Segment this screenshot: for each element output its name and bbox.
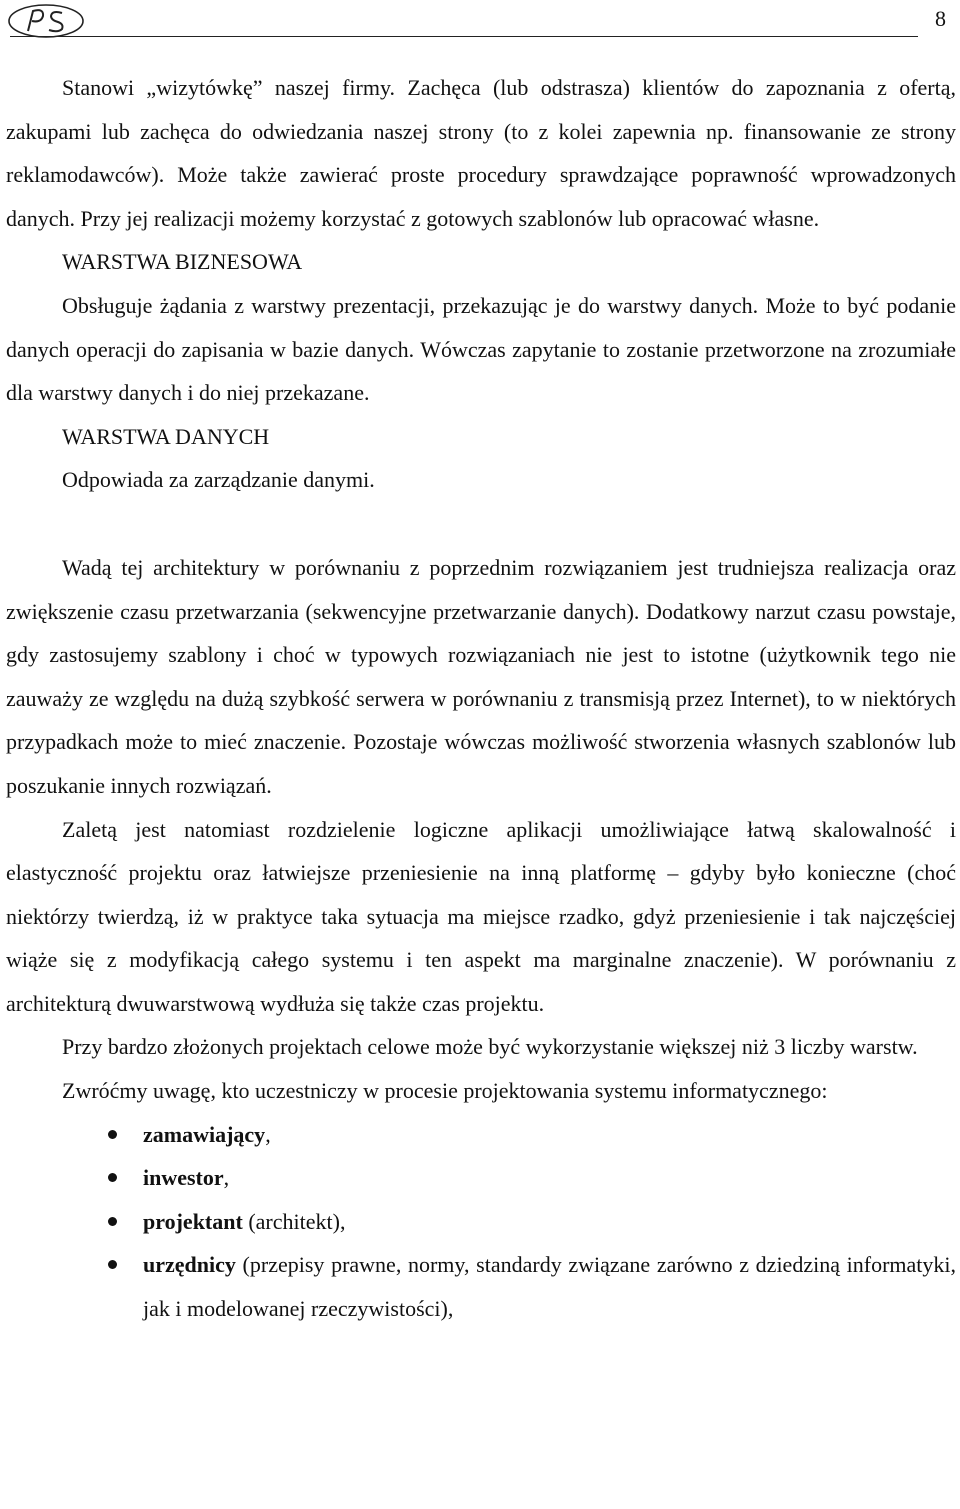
participants-intro: Zwróćmy uwagę, kto uczestniczy w procesie projektowania systemu informatycznego: (62, 1078, 828, 1104)
list-item (6, 1113, 956, 1157)
data-layer-paragraph: Odpowiada za zarządzanie danymi. (62, 467, 375, 493)
layers-paragraph: Przy bardzo złożonych projektach celowe może być wykorzystanie większej niż 3 liczby warstw. (62, 1034, 918, 1060)
list-item-rest: (architekt), (242, 1208, 346, 1234)
page-number: 8 (935, 6, 946, 31)
header-rule (10, 36, 918, 37)
list-item-rest: , (223, 1165, 230, 1191)
heading-business-layer: WARSTWA BIZNESOWA (62, 249, 303, 275)
list-item-bold: zamawiający (143, 1121, 266, 1147)
list-item-bold: projektant (143, 1208, 243, 1234)
bullet-icon (108, 1130, 117, 1139)
advantages-paragraph: Zaletą jest natomiast rozdzielenie logiczne aplikacji umożliwiające łatwą skalowalność i elastyczność projektu oraz łatwiejsze przeniesienie na inną platformę – gdyby było konieczne (choć niektórzy twierdzą, iż w praktyce taka sytuacja ma miejsce rzadko, gdyż przeniesienie i tak najczęściej wiąże się z modyfikacją całego systemu i ten aspekt ma marginalne znaczenie). W porównaniu z architekturą dwuwarstwową wydłuża się także czas projektu. (6, 816, 956, 1016)
drawbacks-paragraph: Wadą tej architektury w porównaniu z poprzednim rozwiązaniem jest trudniejsza realizacja oraz zwiększenie czasu przetwarzania (sekwencyjne przetwarzanie danych). Dodatkowy narzut czasu powstaje, gdy zastosujemy szablony i choć w typowych rozwiązaniach nie jest to istotne (użytkownik tego nie zauważy ze względu na dużą szybkość serwera w porównaniu z transmisją przez Internet), to w niektórych przypadkach może to mieć znaczenie. Pozostaje wówczas możliwość stworzenia własnych szablonów lub poszukanie innych rozwiązań. (6, 554, 956, 798)
bullet-icon (108, 1173, 117, 1182)
bullet-icon (108, 1260, 117, 1269)
page-header (0, 0, 960, 42)
list-item-bold: urzędnicy (143, 1252, 236, 1278)
document-body (6, 66, 956, 1331)
list-item (6, 1200, 956, 1244)
list-item-rest: , (265, 1121, 271, 1147)
list-item (6, 1156, 956, 1200)
business-layer-paragraph: Obsługuje żądania z warstwy prezentacji, przekazując je do warstwy danych. Może to być podanie danych operacji do zapisania w bazie danych. Wówczas zapytanie to zostanie przetworzone na zrozumiałe dla warstwy danych i do niej przekazane. (6, 292, 956, 406)
ps-logo-icon (6, 2, 86, 40)
list-item-rest: (przepisy prawne, normy, standardy związane zarówno z dziedziną informatyki, jak i modelowanej rzeczywistości), (143, 1252, 956, 1322)
participants-list (6, 1113, 956, 1331)
intro-paragraph: Stanowi „wizytówkę” naszej firmy. Zachęca (lub odstrasza) klientów do zapoznania z ofertą, zakupami lub zachęca do odwiedzania naszej strony (to z kolei zapewnia np. finansowanie ze strony reklamodawców). Może także zawierać proste procedury sprawdzające poprawność wprowadzonych danych. Przy jej realizacji możemy korzystać z gotowych szablonów lub opracować własne. (6, 75, 956, 231)
list-item-bold: inwestor (143, 1165, 224, 1191)
bullet-icon (108, 1217, 117, 1226)
heading-data-layer: WARSTWA DANYCH (62, 423, 270, 449)
list-item (6, 1243, 956, 1330)
